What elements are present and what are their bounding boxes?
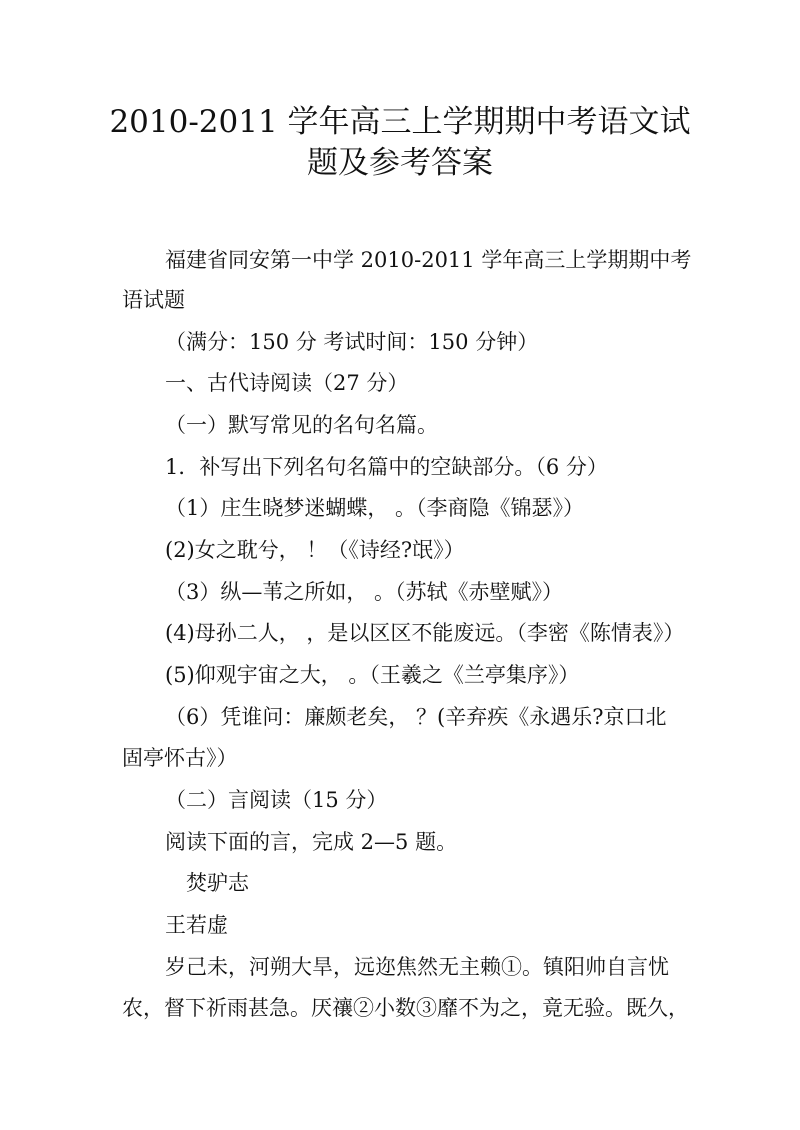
passage-author: 王若虚 [165,913,228,937]
document-title-line-1: 2010-2011 学年高三上学期期中考语文试 [109,104,691,140]
question-1-prompt: 1．补写出下列名句名篇中的空缺部分。（6 分） [165,455,608,479]
question-1-item-6-cont: 固亭怀古》） [122,746,238,770]
passage-line-2: 农，督下祈雨甚急。厌禳②小数③靡不为之，竟无验。既久， [122,996,689,1020]
question-1-item-2: (2)女之耽兮， ！（《诗经?氓》） [165,538,465,562]
reading-instruction: 阅读下面的言，完成 2—5 题。 [165,830,458,854]
section-heading-1: 一、古代诗阅读（27 分） [165,371,409,395]
document-title-line-2: 题及参考答案 [307,145,493,181]
question-1-item-1: （1）庄生晓梦迷蝴蝶， 。（李商隐《锦瑟》） [165,496,585,520]
score-time-line: （满分：150 分 考试时间：150 分钟） [165,330,539,354]
subsection-heading-2: （二）言阅读（15 分） [165,788,388,812]
question-1-item-6: （6）凭谁问：廉颇老矣， ？(辛弃疾《永遇乐?京口北 [165,705,667,729]
question-1-item-3: （3）纵—苇之所如， 。（苏轼《赤壁赋》） [165,580,564,604]
passage-title: 焚驴志 [186,871,249,895]
passage-line-1: 岁己未，河朔大旱，远迩焦然无主赖①。镇阳帅自言忧 [165,955,669,979]
question-1-item-4: (4)母孙二人， ，是以区区不能废远。（李密《陈情表》） [165,621,685,645]
intro-line-2: 语试题 [122,288,185,312]
intro-line-1: 福建省同安第一中学 2010-2011 学年高三上学期期中考 [165,248,692,272]
subsection-heading-1: （一）默写常见的名句名篇。 [165,413,438,437]
question-1-item-5: (5)仰观宇宙之大， 。（王羲之《兰亭集序》） [165,663,580,687]
